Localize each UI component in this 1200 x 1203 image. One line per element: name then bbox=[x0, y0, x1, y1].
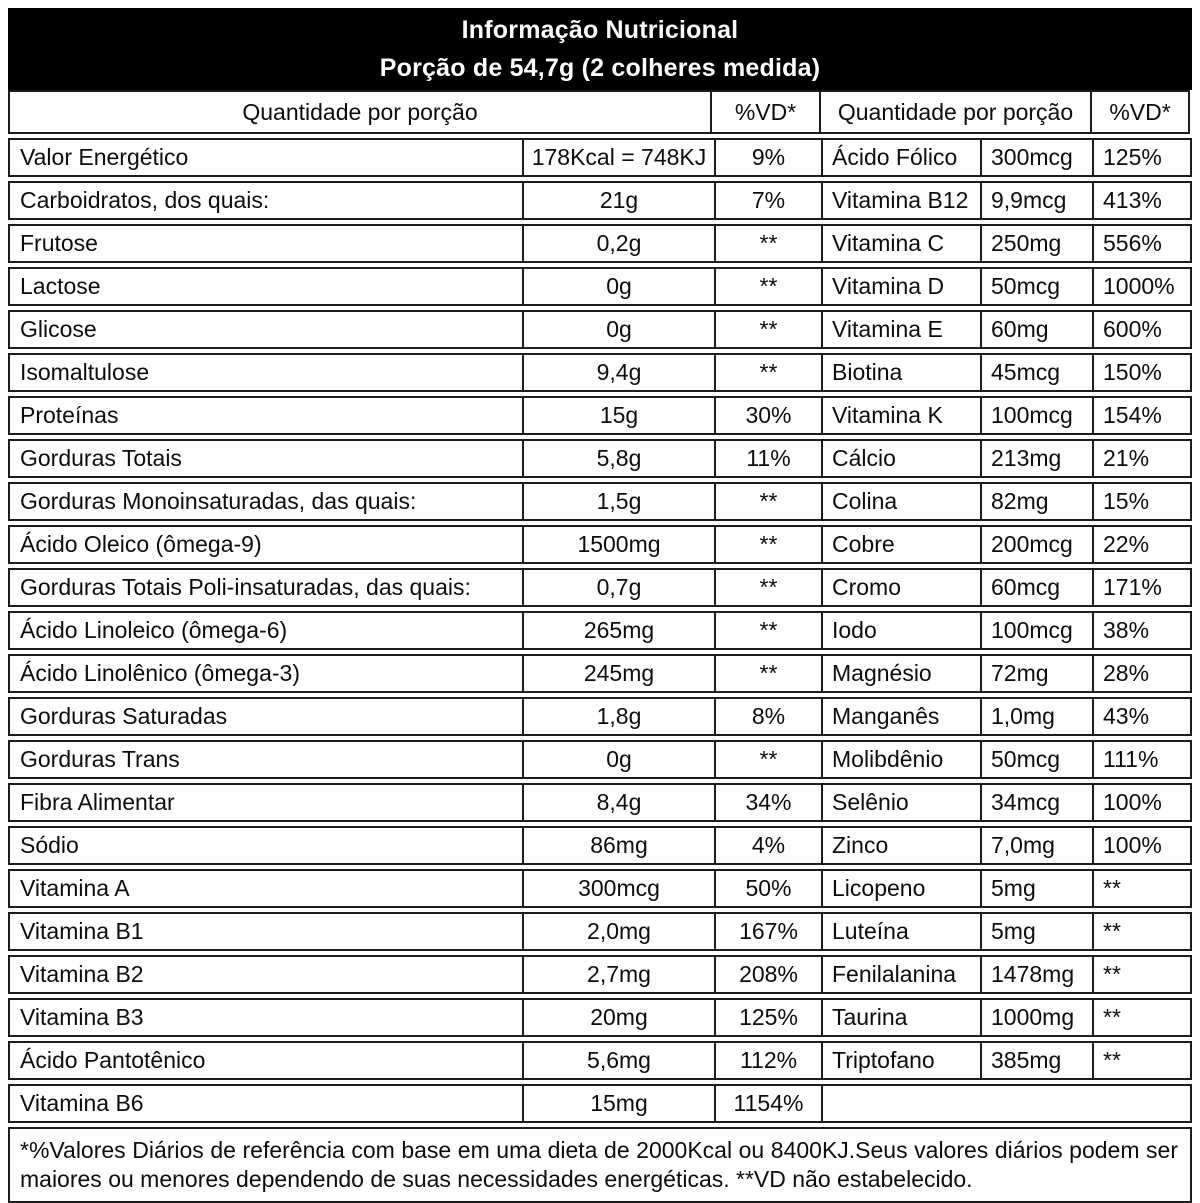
header-left-vd: %VD* bbox=[710, 90, 821, 134]
right-row bbox=[821, 611, 1192, 650]
nutrient-name: Fibra Alimentar bbox=[20, 789, 175, 815]
nutrient-vd: 112% bbox=[714, 1043, 821, 1078]
right-row bbox=[821, 138, 1192, 177]
table-row bbox=[8, 955, 1192, 994]
nutrient-value: 0g bbox=[522, 742, 714, 777]
nutrient-name: Vitamina A bbox=[20, 875, 130, 901]
table-body bbox=[8, 138, 1192, 1123]
table-row bbox=[8, 353, 1192, 392]
nutrient-vd: ** bbox=[714, 527, 821, 562]
left-row bbox=[8, 697, 823, 736]
left-row bbox=[8, 955, 823, 994]
nutrient-name: Licopeno bbox=[832, 875, 926, 901]
nutrient-name: Triptofano bbox=[832, 1047, 935, 1073]
nutrient-value: 0g bbox=[522, 312, 714, 347]
right-row bbox=[821, 267, 1192, 306]
label-title: Informação Nutricional bbox=[461, 15, 739, 44]
nutrient-vd: 28% bbox=[1092, 656, 1190, 691]
nutrient-name: Sódio bbox=[20, 832, 79, 858]
nutrient-value: 34mcg bbox=[980, 785, 1092, 820]
nutrient-vd: 111% bbox=[1092, 742, 1190, 777]
nutrient-vd: ** bbox=[1092, 1043, 1190, 1078]
table-row bbox=[8, 138, 1192, 177]
left-row bbox=[8, 826, 823, 865]
left-row bbox=[8, 181, 823, 220]
table-row bbox=[8, 654, 1192, 693]
nutrient-value: 60mg bbox=[980, 312, 1092, 347]
table-row bbox=[8, 224, 1192, 263]
right-row bbox=[821, 783, 1192, 822]
table-row bbox=[8, 525, 1192, 564]
left-row bbox=[8, 783, 823, 822]
right-row bbox=[821, 396, 1192, 435]
right-row bbox=[821, 740, 1192, 779]
table-row bbox=[8, 482, 1192, 521]
right-row bbox=[821, 439, 1192, 478]
nutrient-value: 5mg bbox=[980, 871, 1092, 906]
left-row bbox=[8, 224, 823, 263]
nutrient-vd: ** bbox=[1092, 1000, 1190, 1035]
nutrient-value: 385mg bbox=[980, 1043, 1092, 1078]
nutrient-vd: ** bbox=[1092, 957, 1190, 992]
nutrient-vd: 150% bbox=[1092, 355, 1190, 390]
nutrient-vd: ** bbox=[714, 613, 821, 648]
nutrient-name: Ácido Linolênico (ômega-3) bbox=[20, 660, 300, 686]
nutrient-value: 1,0mg bbox=[980, 699, 1092, 734]
right-row bbox=[821, 826, 1192, 865]
table-row bbox=[8, 998, 1192, 1037]
right-row bbox=[821, 353, 1192, 392]
nutrient-value: 8,4g bbox=[522, 785, 714, 820]
nutrient-name: Vitamina B3 bbox=[20, 1004, 144, 1030]
nutrient-value: 2,7mg bbox=[522, 957, 714, 992]
nutrient-value: 1,8g bbox=[522, 699, 714, 734]
nutrient-vd: 125% bbox=[1092, 140, 1190, 175]
left-row bbox=[8, 439, 823, 478]
nutrient-vd: 21% bbox=[1092, 441, 1190, 476]
nutrient-name: Vitamina B1 bbox=[20, 918, 144, 944]
nutrient-name: Gorduras Saturadas bbox=[20, 703, 228, 729]
nutrient-value: 5,6mg bbox=[522, 1043, 714, 1078]
nutrient-vd: ** bbox=[714, 269, 821, 304]
table-row bbox=[8, 1041, 1192, 1080]
nutrient-value: 245mg bbox=[522, 656, 714, 691]
nutrient-value: 1000mg bbox=[980, 1000, 1092, 1035]
nutrient-vd: 34% bbox=[714, 785, 821, 820]
serving-size: Porção de 54,7g (2 colheres medida) bbox=[379, 53, 821, 82]
table-row bbox=[8, 181, 1192, 220]
nutrient-name: Valor Energético bbox=[20, 144, 189, 170]
left-row bbox=[8, 482, 823, 521]
nutrient-name: Carboidratos, dos quais: bbox=[20, 187, 270, 213]
nutrient-value: 20mg bbox=[522, 1000, 714, 1035]
nutrient-name: Vitamina C bbox=[832, 230, 945, 256]
nutrient-name: Manganês bbox=[832, 703, 940, 729]
nutrient-name: Vitamina E bbox=[832, 316, 943, 342]
left-row bbox=[8, 310, 823, 349]
nutrient-vd: 30% bbox=[714, 398, 821, 433]
nutrient-value: 15g bbox=[522, 398, 714, 433]
nutrient-name: Vitamina D bbox=[832, 273, 945, 299]
nutrient-name: Vitamina B6 bbox=[20, 1090, 144, 1116]
nutrient-name: Gorduras Trans bbox=[20, 746, 180, 772]
nutrient-value: 45mcg bbox=[980, 355, 1092, 390]
table-row bbox=[8, 611, 1192, 650]
nutrient-vd: 413% bbox=[1092, 183, 1190, 218]
right-row bbox=[821, 568, 1192, 607]
table-row bbox=[8, 869, 1192, 908]
nutrient-vd: ** bbox=[714, 312, 821, 347]
nutrient-value: 60mcg bbox=[980, 570, 1092, 605]
left-row bbox=[8, 353, 823, 392]
nutrient-vd: ** bbox=[1092, 914, 1190, 949]
nutrient-name: Proteínas bbox=[20, 402, 119, 428]
header-right-vd: %VD* bbox=[1090, 90, 1190, 134]
left-row bbox=[8, 1041, 823, 1080]
table-row bbox=[8, 1084, 1192, 1123]
nutrient-name: Gorduras Totais Poli-insaturadas, das quais: bbox=[20, 574, 471, 600]
nutrient-vd: 1154% bbox=[714, 1086, 821, 1121]
left-row bbox=[8, 998, 823, 1037]
table-row bbox=[8, 697, 1192, 736]
nutrient-value: 72mg bbox=[980, 656, 1092, 691]
left-row bbox=[8, 525, 823, 564]
footnote: *%Valores Diários de referência com base em uma dieta de 2000Kcal ou 8400KJ.Seus valores diários podem ser maiores ou menores dependendo de suas necessidades energéticas. **VD não estabelecido. bbox=[8, 1127, 1192, 1203]
left-row bbox=[8, 740, 823, 779]
table-row bbox=[8, 912, 1192, 951]
table-row bbox=[8, 740, 1192, 779]
nutrient-value: 50mcg bbox=[980, 269, 1092, 304]
right-row bbox=[821, 1041, 1192, 1080]
right-row bbox=[821, 525, 1192, 564]
nutrient-value: 5,8g bbox=[522, 441, 714, 476]
right-row bbox=[821, 912, 1192, 951]
nutrient-vd: ** bbox=[1092, 871, 1190, 906]
nutrient-vd: 38% bbox=[1092, 613, 1190, 648]
nutrient-name: Luteína bbox=[832, 918, 909, 944]
right-row bbox=[821, 869, 1192, 908]
nutrient-vd: 171% bbox=[1092, 570, 1190, 605]
table-row bbox=[8, 568, 1192, 607]
nutrient-name: Ácido Oleico (ômega-9) bbox=[20, 531, 262, 557]
nutrient-value: 213mg bbox=[980, 441, 1092, 476]
right-row bbox=[821, 654, 1192, 693]
header-left-quantity: Quantidade por porção bbox=[8, 90, 712, 134]
nutrient-vd: 11% bbox=[714, 441, 821, 476]
nutrient-value: 9,4g bbox=[522, 355, 714, 390]
nutrient-name: Iodo bbox=[832, 617, 877, 643]
nutrient-vd: 100% bbox=[1092, 785, 1190, 820]
nutrient-vd: 208% bbox=[714, 957, 821, 992]
nutrient-vd: 167% bbox=[714, 914, 821, 949]
right-row bbox=[821, 697, 1192, 736]
nutrient-vd: 9% bbox=[714, 140, 821, 175]
nutrient-value: 300mcg bbox=[980, 140, 1092, 175]
nutrient-vd: 600% bbox=[1092, 312, 1190, 347]
title-band bbox=[8, 8, 1192, 90]
nutrient-value: 82mg bbox=[980, 484, 1092, 519]
header-right-quantity: Quantidade por porção bbox=[819, 90, 1092, 134]
nutrient-name: Ácido Linoleico (ômega-6) bbox=[20, 617, 288, 643]
nutrient-name: Vitamina B12 bbox=[832, 187, 969, 213]
nutrient-name: Colina bbox=[832, 488, 898, 514]
nutrient-name: Cálcio bbox=[832, 445, 896, 471]
nutrient-name: Vitamina B2 bbox=[20, 961, 144, 987]
table-row bbox=[8, 826, 1192, 865]
right-row bbox=[821, 998, 1192, 1037]
nutrient-value: 300mcg bbox=[522, 871, 714, 906]
nutrient-value: 200mcg bbox=[980, 527, 1092, 562]
nutrient-value: 1,5g bbox=[522, 484, 714, 519]
nutrient-vd: ** bbox=[714, 355, 821, 390]
nutrient-vd: 154% bbox=[1092, 398, 1190, 433]
nutrient-vd: ** bbox=[714, 226, 821, 261]
nutrient-vd: 22% bbox=[1092, 527, 1190, 562]
nutrient-name: Taurina bbox=[832, 1004, 908, 1030]
nutrient-value: 178Kcal = 748KJ bbox=[522, 140, 714, 175]
nutrient-value: 2,0mg bbox=[522, 914, 714, 949]
nutrient-vd: 4% bbox=[714, 828, 821, 863]
nutrient-vd: 50% bbox=[714, 871, 821, 906]
left-row bbox=[8, 611, 823, 650]
table-row bbox=[8, 267, 1192, 306]
table-row bbox=[8, 310, 1192, 349]
nutrient-vd: ** bbox=[714, 656, 821, 691]
nutrient-name: Frutose bbox=[20, 230, 98, 256]
nutrient-value: 9,9mcg bbox=[980, 183, 1092, 218]
left-row bbox=[8, 568, 823, 607]
nutrient-name: Gorduras Monoinsaturadas, das quais: bbox=[20, 488, 417, 514]
empty-cell bbox=[821, 1084, 1192, 1123]
right-row bbox=[821, 955, 1192, 994]
nutrient-vd: 7% bbox=[714, 183, 821, 218]
nutrient-value: 86mg bbox=[522, 828, 714, 863]
nutrient-name: Biotina bbox=[832, 359, 903, 385]
nutrient-value: 1478mg bbox=[980, 957, 1092, 992]
right-row bbox=[821, 310, 1192, 349]
nutrient-vd: 556% bbox=[1092, 226, 1190, 261]
nutrient-name: Cromo bbox=[832, 574, 902, 600]
nutrient-name: Vitamina K bbox=[832, 402, 943, 428]
nutrient-value: 15mg bbox=[522, 1086, 714, 1121]
right-row bbox=[821, 482, 1192, 521]
nutrient-vd: 1000% bbox=[1092, 269, 1190, 304]
nutrient-name: Lactose bbox=[20, 273, 101, 299]
left-row bbox=[8, 654, 823, 693]
nutrient-value: 7,0mg bbox=[980, 828, 1092, 863]
nutrient-name: Isomaltulose bbox=[20, 359, 150, 385]
nutrient-name: Cobre bbox=[832, 531, 895, 557]
nutrient-vd: 8% bbox=[714, 699, 821, 734]
nutrient-name: Glicose bbox=[20, 316, 97, 342]
left-row bbox=[8, 1084, 823, 1123]
nutrient-name: Ácido Pantotênico bbox=[20, 1047, 206, 1073]
nutrient-value: 50mcg bbox=[980, 742, 1092, 777]
left-row bbox=[8, 396, 823, 435]
nutrient-value: 250mg bbox=[980, 226, 1092, 261]
nutrient-name: Molibdênio bbox=[832, 746, 944, 772]
nutrient-value: 0,2g bbox=[522, 226, 714, 261]
nutrient-vd: ** bbox=[714, 742, 821, 777]
nutrient-value: 265mg bbox=[522, 613, 714, 648]
table-row bbox=[8, 396, 1192, 435]
left-row bbox=[8, 869, 823, 908]
nutrient-vd: ** bbox=[714, 570, 821, 605]
nutrient-vd: ** bbox=[714, 484, 821, 519]
nutrient-vd: 100% bbox=[1092, 828, 1190, 863]
nutrient-name: Magnésio bbox=[832, 660, 932, 686]
nutrient-value: 0g bbox=[522, 269, 714, 304]
nutrient-name: Selênio bbox=[832, 789, 909, 815]
nutrient-name: Ácido Fólico bbox=[832, 144, 958, 170]
right-row bbox=[821, 181, 1192, 220]
nutrient-value: 100mcg bbox=[980, 613, 1092, 648]
nutrient-value: 1500mg bbox=[522, 527, 714, 562]
left-row bbox=[8, 912, 823, 951]
column-header-row bbox=[8, 90, 1192, 134]
nutrient-name: Zinco bbox=[832, 832, 889, 858]
table-row bbox=[8, 783, 1192, 822]
nutrient-vd: 43% bbox=[1092, 699, 1190, 734]
right-row bbox=[821, 224, 1192, 263]
nutrient-value: 21g bbox=[522, 183, 714, 218]
nutrient-value: 5mg bbox=[980, 914, 1092, 949]
nutrient-vd: 125% bbox=[714, 1000, 821, 1035]
table-row bbox=[8, 439, 1192, 478]
nutrient-name: Fenilalanina bbox=[832, 961, 957, 987]
nutrient-value: 100mcg bbox=[980, 398, 1092, 433]
nutrient-value: 0,7g bbox=[522, 570, 714, 605]
left-row bbox=[8, 138, 823, 177]
nutrient-vd: 15% bbox=[1092, 484, 1190, 519]
left-row bbox=[8, 267, 823, 306]
nutrient-name: Gorduras Totais bbox=[20, 445, 182, 471]
